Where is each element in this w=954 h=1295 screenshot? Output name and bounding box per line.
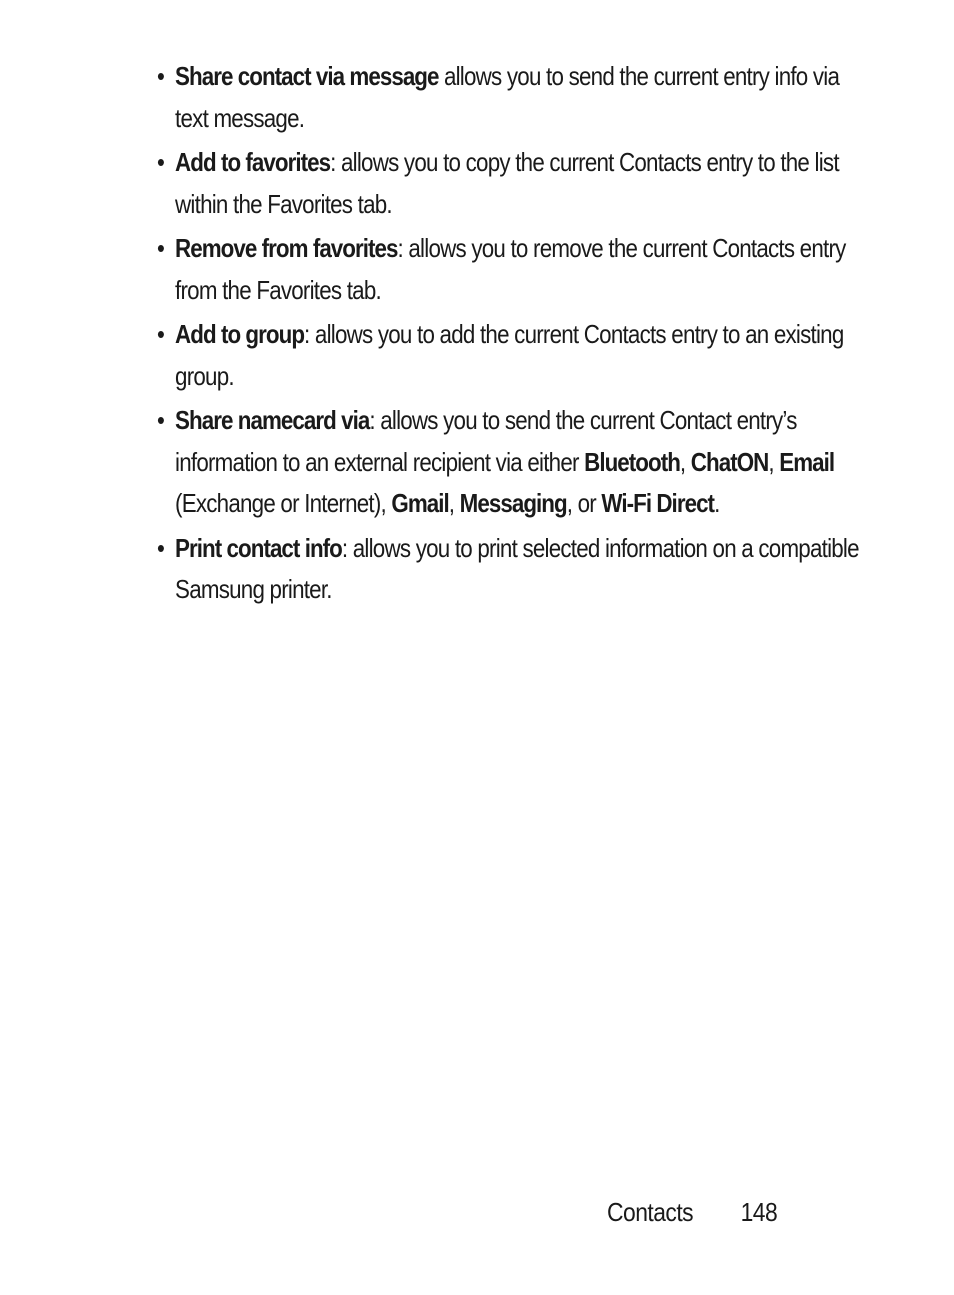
item-term: Add to group <box>175 319 305 349</box>
bullet-icon: • <box>157 319 165 349</box>
bullet-icon: • <box>157 405 165 435</box>
option-email: Email <box>779 446 835 477</box>
item-term: Print contact info <box>175 532 342 563</box>
item-description: : allows you to add the current Contacts entry to an existing group. <box>175 319 844 391</box>
separator: , <box>768 446 780 477</box>
bullet-icon: • <box>157 61 165 91</box>
list-item-share-contact-via-message <box>157 56 873 139</box>
list-item-add-to-favorites <box>157 142 873 225</box>
page-number: 148 <box>740 1197 778 1227</box>
separator: , <box>448 488 460 518</box>
separator: , or <box>566 488 602 518</box>
list-item-print-contact-info <box>157 528 873 611</box>
bullet-list <box>157 56 877 611</box>
option-wifi-direct: Wi-Fi Direct <box>601 488 715 518</box>
item-term: Share namecard via <box>175 405 370 435</box>
item-term: Add to favorites <box>175 147 331 177</box>
email-note: (Exchange or Internet), <box>175 488 392 518</box>
footer-section-title: Contacts <box>607 1197 694 1227</box>
page-content <box>157 56 877 614</box>
option-messaging: Messaging <box>459 488 567 518</box>
item-description: : allows you to copy the current Contacts entry to the list within the Favorites tab. <box>175 147 839 219</box>
bullet-icon: • <box>157 532 165 563</box>
bullet-icon: • <box>157 233 165 263</box>
item-term: Share contact via message <box>175 61 439 91</box>
sentence-end: . <box>714 488 720 518</box>
item-description: : allows you to remove the current Contacts entry from the Favorites tab. <box>175 233 846 305</box>
item-description: : allows you to print selected information on a compatible Samsung printer. <box>175 532 859 604</box>
item-term: Remove from favorites <box>175 233 398 263</box>
page-footer <box>607 1192 777 1233</box>
option-bluetooth: Bluetooth <box>584 446 680 477</box>
separator: , <box>679 446 691 477</box>
list-item-remove-from-favorites <box>157 228 873 311</box>
option-gmail: Gmail <box>391 488 449 518</box>
item-description: allows you to send the current entry info via text message. <box>175 61 840 133</box>
bullet-icon: • <box>157 147 165 177</box>
list-item-share-namecard-via <box>157 400 873 525</box>
option-chaton: ChatON <box>690 446 769 477</box>
list-item-add-to-group <box>157 314 873 397</box>
item-description: : allows you to send the current Contact entry’s information to an external recipient via either <box>175 405 797 477</box>
